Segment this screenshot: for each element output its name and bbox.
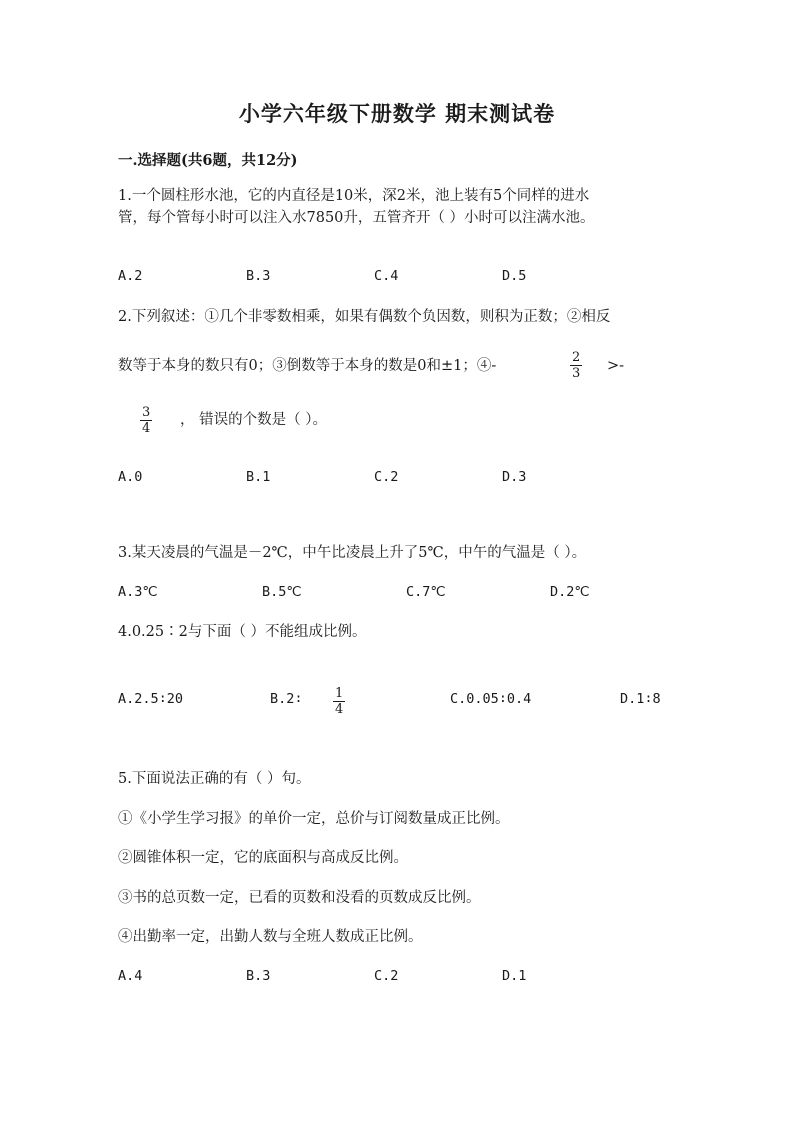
q4-option-b: B.2∶ xyxy=(270,691,303,707)
q1-line-1: 1.一个圆柱形水池，它的内直径是10米，深2米，池上装有5个同样的进水 xyxy=(118,188,590,204)
q5-option-b: B.3 xyxy=(246,968,271,984)
q5-statement-1: ①《小学生学习报》的单价一定，总价与订阅数量成正比例。 xyxy=(118,811,510,827)
q3-option-c: C.7℃ xyxy=(406,584,446,600)
q2-option-b: B.1 xyxy=(246,469,271,485)
q5-option-a: A.4 xyxy=(118,968,143,984)
q1-option-c: C.4 xyxy=(374,268,399,284)
q4-option-d: D.1∶8 xyxy=(620,691,661,707)
q4-fraction-one-quarter xyxy=(333,686,345,717)
q2-line-3: ， 错误的个数是（ ）。 xyxy=(180,412,327,428)
q5-line-1: 5.下面说法正确的有（ ）句。 xyxy=(118,771,311,787)
q1-option-a: A.2 xyxy=(118,268,143,284)
q2-line-1: 2.下列叙述：①几个非零数相乘，如果有偶数个负因数，则积为正数；②相反 xyxy=(118,309,611,325)
q2-line-2: 数等于本身的数只有0；③倒数等于本身的数是0和±1；④- xyxy=(118,358,497,374)
q2-option-c: C.2 xyxy=(374,469,399,485)
q1-option-b: B.3 xyxy=(246,268,271,284)
fraction-numerator: 1 xyxy=(335,686,344,701)
q2-fraction-three-quarters xyxy=(140,405,152,436)
section-heading: 一.选择题(共6题，共12分) xyxy=(118,152,298,169)
q2-fraction-two-thirds xyxy=(570,350,582,381)
fraction-denominator: 4 xyxy=(335,702,344,717)
q4-line-1: 4.0.25∶2与下面（ ）不能组成比例。 xyxy=(118,624,367,640)
q5-statement-3: ③书的总页数一定，已看的页数和没看的页数成反比例。 xyxy=(118,890,481,906)
q1-line-2: 管，每个管每小时可以注入水7850升，五管齐开（ ）小时可以注满水池。 xyxy=(118,210,595,226)
q3-option-d: D.2℃ xyxy=(550,584,590,600)
q4-option-c: C.0.05∶0.4 xyxy=(450,691,532,707)
q1-option-d: D.5 xyxy=(502,268,527,284)
q5-option-d: D.1 xyxy=(502,968,527,984)
q3-line-1: 3.某天凌晨的气温是－2℃，中午比凌晨上升了5℃，中午的气温是（ ）。 xyxy=(118,545,587,561)
q3-option-b: B.5℃ xyxy=(262,584,302,600)
q4-option-a: A.2.5∶20 xyxy=(118,691,184,707)
q2-option-d: D.3 xyxy=(502,469,527,485)
fraction-denominator: 4 xyxy=(142,421,151,436)
q5-statement-2: ②圆锥体积一定，它的底面积与高成反比例。 xyxy=(118,850,408,866)
q2-option-a: A.0 xyxy=(118,469,143,485)
q5-statement-4: ④出勤率一定，出勤人数与全班人数成正比例。 xyxy=(118,929,423,945)
fraction-numerator: 2 xyxy=(572,350,581,365)
page-title: 小学六年级下册数学 期末测试卷 xyxy=(238,101,556,126)
fraction-numerator: 3 xyxy=(142,405,151,420)
q3-option-a: A.3℃ xyxy=(118,584,158,600)
fraction-denominator: 3 xyxy=(572,366,581,381)
q5-option-c: C.2 xyxy=(374,968,399,984)
q2-compare-symbol: >- xyxy=(607,358,625,374)
